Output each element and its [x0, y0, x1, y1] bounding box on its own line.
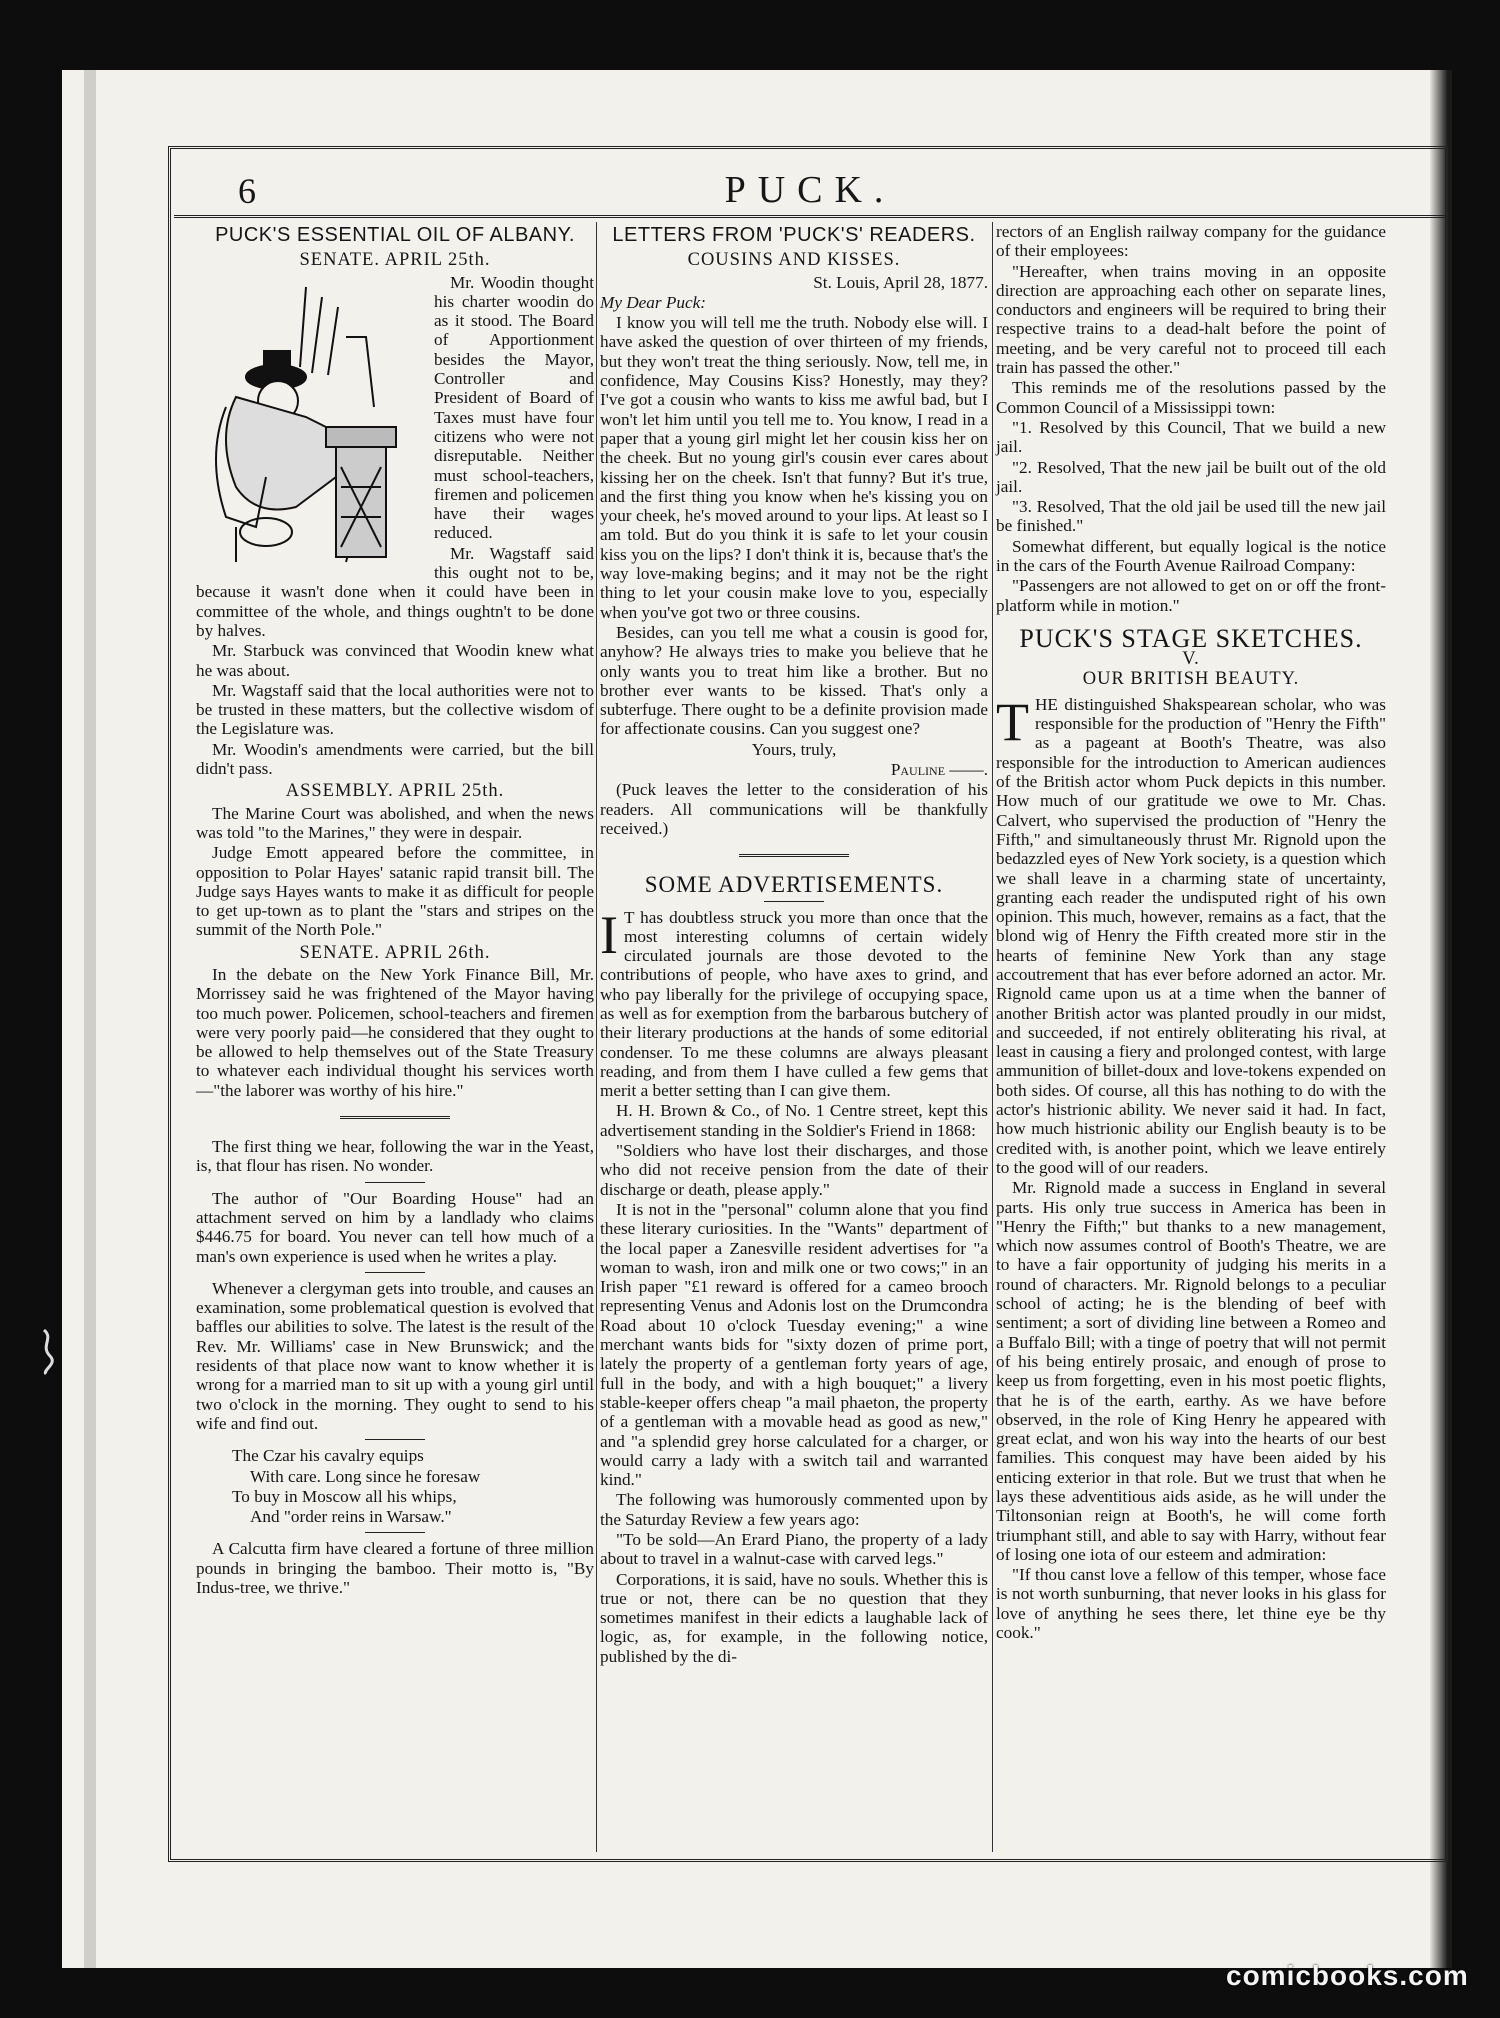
- paragraph: The first thing we hear, following the war in the Yeast, is, that flour has risen. No wonder.: [196, 1137, 594, 1176]
- poem-line: To buy in Moscow all his whips,: [232, 1486, 457, 1506]
- section-heading: SENATE. APRIL 25th.: [299, 250, 491, 271]
- paragraph: "If thou canst love a fellow of this temper, whose face is not worth sunburning, that never looks in his glass for love of anything he sees there, let thine eye be thy cook.": [996, 1565, 1386, 1643]
- section-heading: SENATE. APRIL 26th.: [299, 942, 491, 963]
- divider: [365, 1182, 425, 1183]
- woodin-cartoon-illustration: [196, 277, 426, 567]
- paragraph: Judge Emott appeared before the committee, in opposition to Polar Hayes' satanic rapid transit bill. The Judge says Hayes wants to make it as difficult for people to get up-town as to plant the "stars and stripes on the summit of the North Pole.": [196, 843, 594, 940]
- divider: [365, 1532, 425, 1533]
- article-title: LETTERS FROM 'PUCK'S' READERS.: [612, 224, 976, 246]
- page-number: 6: [238, 171, 258, 211]
- divider: [340, 1116, 450, 1119]
- page-edge-left: [84, 70, 96, 1968]
- column-1: [196, 222, 594, 1598]
- article-title: PUCK'S STAGE SKETCHES.: [1019, 623, 1363, 653]
- paragraph: Besides, can you tell me what a cousin is good for, anyhow? He always tries to make you believe that he only wants you to treat him like a brother. But no brother ever wants to be kissed. That's only a subterfuge. There ought to be a definite provision made for affectionate cousins. Can you suggest one?: [600, 622, 988, 739]
- divider: [764, 901, 824, 902]
- article-number: V.: [1182, 649, 1200, 670]
- paragraph: Mr. Starbuck was convinced that Woodin knew what he was about.: [196, 641, 594, 680]
- margin-mark: [34, 1326, 68, 1376]
- paragraph: The Marine Court was abolished, and when the news was told "to the Marines," they were in despair.: [196, 803, 594, 842]
- drop-cap: I: [600, 904, 618, 965]
- editor-note: (Puck leaves the letter to the consideration of his readers. All communications will be thankfully received.): [600, 780, 988, 838]
- paragraph: H. H. Brown & Co., of No. 1 Centre street, kept this advertisement standing in the Soldier's Friend in 1868:: [600, 1101, 988, 1140]
- paragraph: Somewhat different, but equally logical is the notice in the cars of the Fourth Avenue Railroad Company:: [996, 536, 1386, 576]
- poem-line: The Czar his cavalry equips: [232, 1446, 424, 1466]
- paragraph: Mr. Rignold made a success in England in several parts. His only true success in America has been in "Henry the Fifth;" but thanks to a new management, which now assumes control of Booth's Theatre, we are to have a fair opportunity of judging his merits in a round of characters. Mr. Rignold belongs to a peculiar school of acting; he is the blending of beef with sentiment; a sort of dividing line between a Romeo and a Buffalo Bill; with a tinge of poetry that will not permit of his being entirely prosaic, and enough of prose to keep us from forgetting, even in his most poetic flights, that he is of the earth, earthy. As we have before observed, in the role of King Henry he appeared with great eclat, and won his way into the hearts of our best families. This conquest may have been aided by his enticing exterior in that role. But we trust that when he lays these adventitious aids aside, as he will under the Tiltonsonian reign at Booth's, he will come forth triumphant still, and able to say with Harry, without fear of losing one iota of our esteem and admiration:: [996, 1178, 1386, 1564]
- paragraph: "Soldiers who have lost their discharges, and those who did not receive pension from the date of their discharge or death, please apply.": [600, 1141, 988, 1199]
- header-rule: [174, 215, 1446, 218]
- paragraph: In the debate on the New York Finance Bill, Mr. Morrissey said he was frightened of the Mayor having too much power. Policemen, school-teachers and firemen were very poorly paid—he considered that they ought to be allowed to help themselves out of the State Treasury to whatever each individual thought his services worth—"the laborer was worthy of his hire.": [196, 964, 594, 1100]
- column-rule: [992, 222, 993, 1852]
- article-subtitle: COUSINS AND KISSES.: [687, 250, 901, 271]
- article-title: SOME ADVERTISEMENTS.: [644, 872, 944, 898]
- paragraph: "To be sold—An Erard Piano, the property of a lady about to travel in a walnut-case with carved legs.": [600, 1530, 988, 1569]
- salutation: My Dear Puck:: [600, 292, 706, 312]
- paragraph: This reminds me of the resolutions passed by the Common Council of a Mississippi town:: [996, 378, 1386, 417]
- resolution: "3. Resolved, That the old jail be used till the new jail be finished.": [996, 497, 1386, 536]
- masthead: PUCK.: [724, 169, 896, 211]
- dateline: St. Louis, April 28, 1877.: [813, 272, 988, 292]
- paragraph: Mr. Wagstaff said this ought not to be, because it wasn't done when it could have been in committee of the whole, and things oughtn't to be done by halves.: [196, 543, 594, 640]
- paragraph: The author of "Our Boarding House" had an attachment served on him by a landlady who claims $446.75 for board. You never can tell how much of a man's own experience is used when he writes a play.: [196, 1188, 594, 1266]
- paragraph: A Calcutta firm have cleared a fortune of three million pounds in bringing the bamboo. Their motto is, "By Indus-tree, we thrive.": [196, 1539, 594, 1597]
- section-heading: ASSEMBLY. APRIL 25th.: [285, 781, 505, 802]
- paragraph: Mr. Woodin's amendments were carried, but the bill didn't pass.: [196, 739, 594, 779]
- paragraph: HE distinguished Shakspearean scholar, who was responsible for the production of "Henry the Fifth" as a pageant at Booth's Theatre, was also responsible for the introduction to American audiences of the British actor whom Puck depicts in this number. How much of our gratitude we owe to Mr. Chas. Calvert, who supervised the production of "Henry the Fifth," and simultaneously thrust Mr. Rignold upon the bedazzled eyes of New York society, is a question which we shall leave in a charming state of uncertainty, granting each reader the undisputed right of his own opinion. This much, however, remains as a fact, that the blond wig of Henry the Fifth created more stir in the hearts of feminine New York than any stage accoutrement that has ever before adorned an actor. Mr. Rignold came upon us at a time when the banner of another British actor was planted proudly in our midst, and succeeded, if not entirely obliterating his rival, at least in causing a fiery and prolonged contest, with large ammunition of billet-doux and love-tokens expended on both sides. Of course, all this has nothing to do with the actor's histrionic ability. We never said it had. In fact, how much histrionic ability our English beauty is to be credited with, is another point, which we leave entirely to the good will of our readers.: [996, 694, 1386, 1177]
- paragraph: T has doubtless struck you more than once that the most interesting columns of certain widely circulated journals are those devoted to the contributions of people, who have axes to grind, and who pay liberally for the privilege of occupying space, as well as for exemption from the barbarous butchery of their literary productions at the hands of some editorial condenser. To me these columns are always pleasant reading, and from them I have culled a few gems that merit a better setting than I can give them.: [600, 907, 988, 1101]
- watermark: comicbooks.com: [1226, 1960, 1469, 1991]
- paragraph: Corporations, it is said, have no souls. Whether this is true or not, there can be no question that they sometimes manifest in their edicts a laughable lack of logic, as, for example, in the following notice, published by the di-: [600, 1569, 988, 1666]
- page-header: [174, 150, 1446, 218]
- paragraph: I know you will tell me the truth. Nobody else will. I have asked the question of over thirteen of my friends, but they won't treat the thing seriously. Now, tell me, in confidence, May Cousins Kiss? Honestly, may they? I've got a cousin who wants to kiss me awful bad, but I won't let him until you tell me to. You know, I read in a paper that a young girl might let her cousin kiss her on the cheek. But no young girl's cousin ever cares about kissing her on the cheek. Isn't that funny? But it's true, and the first thing you know when he's kissing you on your cheek, he's moved around to your lips. At least so I am told. But do you think it is safe to let your cousin kiss you on the lips? I don't think it is, because that's the way love-making begins; and it may not be the right thing to let your cousin make love to you, especially when you've got two or three cousins.: [600, 313, 988, 622]
- signature: Pauline ——.: [890, 760, 988, 780]
- poem-line: With care. Long since he foresaw: [250, 1466, 481, 1486]
- paragraph: rectors of an English railway company for the guidance of their employees:: [996, 222, 1386, 261]
- divider: [365, 1272, 425, 1273]
- paragraph: It is not in the "personal" column alone that you find these literary curiosities. In the "Wants" department of the local paper a Zanesville resident advertises for "a woman to wash, iron and milk one or two cows;" in an Irish paper "£1 reward is offered for a cameo brooch representing Venus and Adonis lost on the Drumcondra Road about 10 o'clock Tuesday evening;" a wine merchant wants bids for "sixty dozen of prime port, lately the property of a gentleman forty years of age, full in the body, and with a high bouquet;" a livery stable-keeper offers cheap "a mail phaeton, the property of a gentleman with a movable head as good as new," and "a splendid grey horse calculated for a charger, or would carry a lady with a switch tail and warranted kind.": [600, 1199, 988, 1490]
- divider: [365, 1439, 425, 1440]
- paragraph: Mr. Woodin thought his charter woodin do as it stood. The Board of Apportionment besides the Mayor, Controller and President of Board of Taxes must have four citizens who were not disreputable. Neither must school-teachers, firemen and policemen have their wages reduced.: [434, 272, 594, 543]
- paragraph: "Passengers are not allowed to get on or off the front-platform while in motion.": [996, 576, 1386, 615]
- drop-cap: T: [996, 691, 1029, 752]
- article-subtitle: OUR BRITISH BEAUTY.: [1082, 668, 1300, 689]
- resolution: "2. Resolved, That the new jail be built out of the old jail.: [996, 457, 1386, 496]
- article-title: PUCK'S ESSENTIAL OIL OF ALBANY.: [215, 224, 575, 246]
- column-2: [600, 222, 988, 1667]
- column-3: [996, 222, 1386, 1643]
- paragraph: Whenever a clergyman gets into trouble, and causes an examination, some problematical question is evolved that baffles our abilities to solve. The latest is the result of the Rev. Mr. Williams' case in New Brunswick; and the residents of that place now want to know whether it is wrong for a married man to sit up with a young girl until two o'clock in the morning. They ought to send to his wife and find out.: [196, 1278, 594, 1433]
- paragraph: "Hereafter, when trains moving in an opposite direction are approaching each other on separate lines, conductors and engineers will be required to bring their respective trains to a dead-halt before the point of meeting, and be very careful not to proceed till each train has passed the other.": [996, 261, 1386, 378]
- paragraph: Mr. Wagstaff said that the local authorities were not to be trusted in these matters, but the collective wisdom of the Legislature was.: [196, 680, 594, 739]
- divider: [739, 854, 849, 857]
- paragraph: The following was humorously commented upon by the Saturday Review a few years ago:: [600, 1490, 988, 1529]
- resolution: "1. Resolved by this Council, That we build a new jail.: [996, 417, 1386, 457]
- poem-line: And "order reins in Warsaw.": [250, 1507, 452, 1527]
- closing: Yours, truly,: [751, 739, 837, 759]
- column-rule: [596, 222, 597, 1852]
